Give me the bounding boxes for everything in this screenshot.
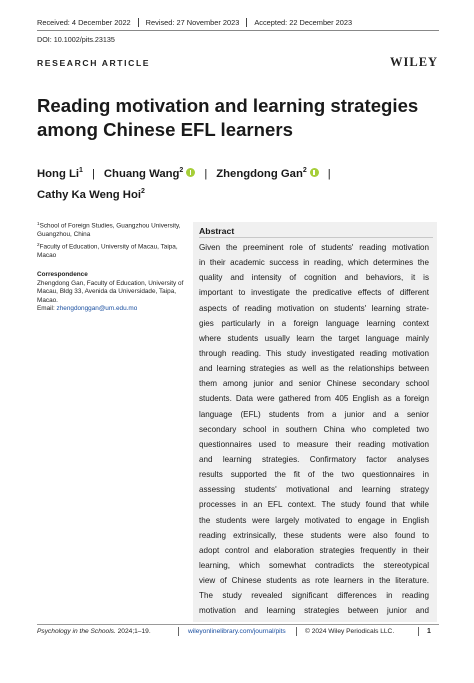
- abstract-line: the students were largely motivated to engage in English: [199, 515, 429, 525]
- abstract-line: [199, 619, 429, 620]
- journal-url[interactable]: wileyonlinelibrary.com/journal/pits: [188, 628, 286, 635]
- accepted-date: Accepted: 22 December 2023: [254, 18, 353, 27]
- abstract-line: secondary school in southern China who completed two: [199, 424, 429, 434]
- correspondence: [37, 271, 187, 314]
- author-divider: |: [91, 168, 95, 180]
- abstract-line: processes in an EFL context. The study found that while: [199, 500, 429, 510]
- abstract-line: where students usually learn the target language mainly: [199, 333, 429, 343]
- affiliation: [37, 241, 187, 261]
- abstract-line: Given the preeminent role of students' reading motivation: [199, 243, 429, 252]
- abstract-line: view of Chinese students as rote learners in the literature.: [199, 576, 429, 586]
- received-date: Received: 4 December 2022: [37, 18, 131, 27]
- header-divider: [138, 18, 139, 27]
- affiliation-text: Faculty of Education, University of Macau, Taipa, Macao: [37, 243, 178, 260]
- abstract-line: questionnaires used to measure their reading motivation: [199, 439, 429, 449]
- author-name[interactable]: Hong Li: [37, 168, 80, 180]
- affiliation-text: School of Foreign Studies, Guangzhou University, Guangzhou, China: [37, 222, 181, 239]
- header-rule: [37, 30, 439, 31]
- author-affiliation-mark: 2: [140, 188, 145, 195]
- abstract-heading: Abstract: [199, 226, 235, 236]
- abstract-line: quality and intensity of cognition and behaviors, it is: [199, 273, 429, 283]
- email-label: Email:: [37, 305, 57, 313]
- publisher-logo: WILEY: [390, 55, 439, 69]
- abstract-line: adopt control and elaboration strategies frequently in their: [199, 545, 429, 555]
- abstract-line: and learning strategies. Confirmatory factor analyses: [199, 454, 429, 464]
- affiliation-mark: 1: [37, 221, 40, 226]
- journal-citation: [37, 628, 151, 635]
- author-divider: |: [204, 168, 208, 180]
- copyright: © 2024 Wiley Periodicals LLC.: [305, 628, 395, 635]
- abstract-line: important to investigate the predicative effects of different: [199, 288, 429, 298]
- correspondence-heading: Correspondence: [37, 271, 88, 278]
- correspondence-body: Zhengdong Gan, Faculty of Education, University of Macau, Bldg 33, Avenida da Universidade, Taipa, Macao.: [37, 279, 184, 304]
- abstract-line: The study revealed significant differences in reading: [199, 591, 429, 601]
- article-dates: [37, 18, 352, 27]
- author-affiliation-mark: 2: [179, 167, 184, 174]
- doi[interactable]: DOI: 10.1002/pits.23135: [37, 35, 115, 44]
- abstract-line: results supported the fit of the two questionnaires in: [199, 470, 429, 480]
- email-link[interactable]: zhengdonggan@um.edu.mo: [56, 305, 138, 313]
- abstract-line: them among junior and senior Chinese secondary school: [199, 379, 429, 389]
- abstract-line: students. Data were gathered from 405 English as a foreign: [199, 394, 429, 404]
- page-number: 1: [427, 628, 431, 635]
- abstract-line: reading extrinsically, these students were also found to: [199, 530, 429, 540]
- affiliation: [37, 220, 187, 240]
- abstract-line: aspects of reading motivation on students' learning strate-: [199, 303, 429, 313]
- section-label: RESEARCH ARTICLE: [37, 58, 151, 68]
- citation: 2024;1–19.: [115, 628, 151, 635]
- abstract-rule: [199, 237, 433, 238]
- author-affiliation-mark: 1: [79, 167, 83, 174]
- journal-name: Psychology in the Schools.: [37, 628, 116, 635]
- author-affiliation-mark: 2: [302, 167, 307, 174]
- orcid-icon[interactable]: [310, 168, 319, 177]
- orcid-icon[interactable]: [186, 168, 195, 177]
- author-name[interactable]: Zhengdong Gan: [216, 168, 303, 180]
- abstract-line: and learning strategies as well as the relationships between: [199, 364, 429, 374]
- footer-rule: [37, 624, 439, 625]
- header-divider: [246, 18, 247, 27]
- abstract-body: [199, 240, 429, 620]
- revised-date: Revised: 27 November 2023: [145, 18, 240, 27]
- abstract-line: through reading. This study investigated reading motivation: [199, 348, 429, 358]
- author-name[interactable]: Cathy Ka Weng Hoi: [37, 189, 141, 201]
- abstract-line: gies particularly in a foreign language learning context: [199, 318, 429, 328]
- author-divider: |: [327, 168, 331, 180]
- abstract-line: in their academic success in reading, which determines the: [199, 258, 429, 268]
- article-title: Reading motivation and learning strategies among Chinese EFL learners: [37, 95, 419, 140]
- abstract-line: motivation and learning strategies between junior and: [199, 606, 429, 616]
- abstract-line: language (EFL) students from a junior and a senior: [199, 409, 429, 419]
- footer-divider: [418, 627, 419, 636]
- abstract-line: assessing students' motivational and learning strategy: [199, 485, 429, 495]
- footer-divider: [178, 627, 179, 636]
- footer-divider: [296, 627, 297, 636]
- affiliation-mark: 2: [37, 242, 40, 247]
- author-name[interactable]: Chuang Wang: [103, 168, 180, 180]
- abstract-line: learning, which somewhat contradicts the stereotypical: [199, 560, 429, 570]
- author-list: [37, 162, 437, 204]
